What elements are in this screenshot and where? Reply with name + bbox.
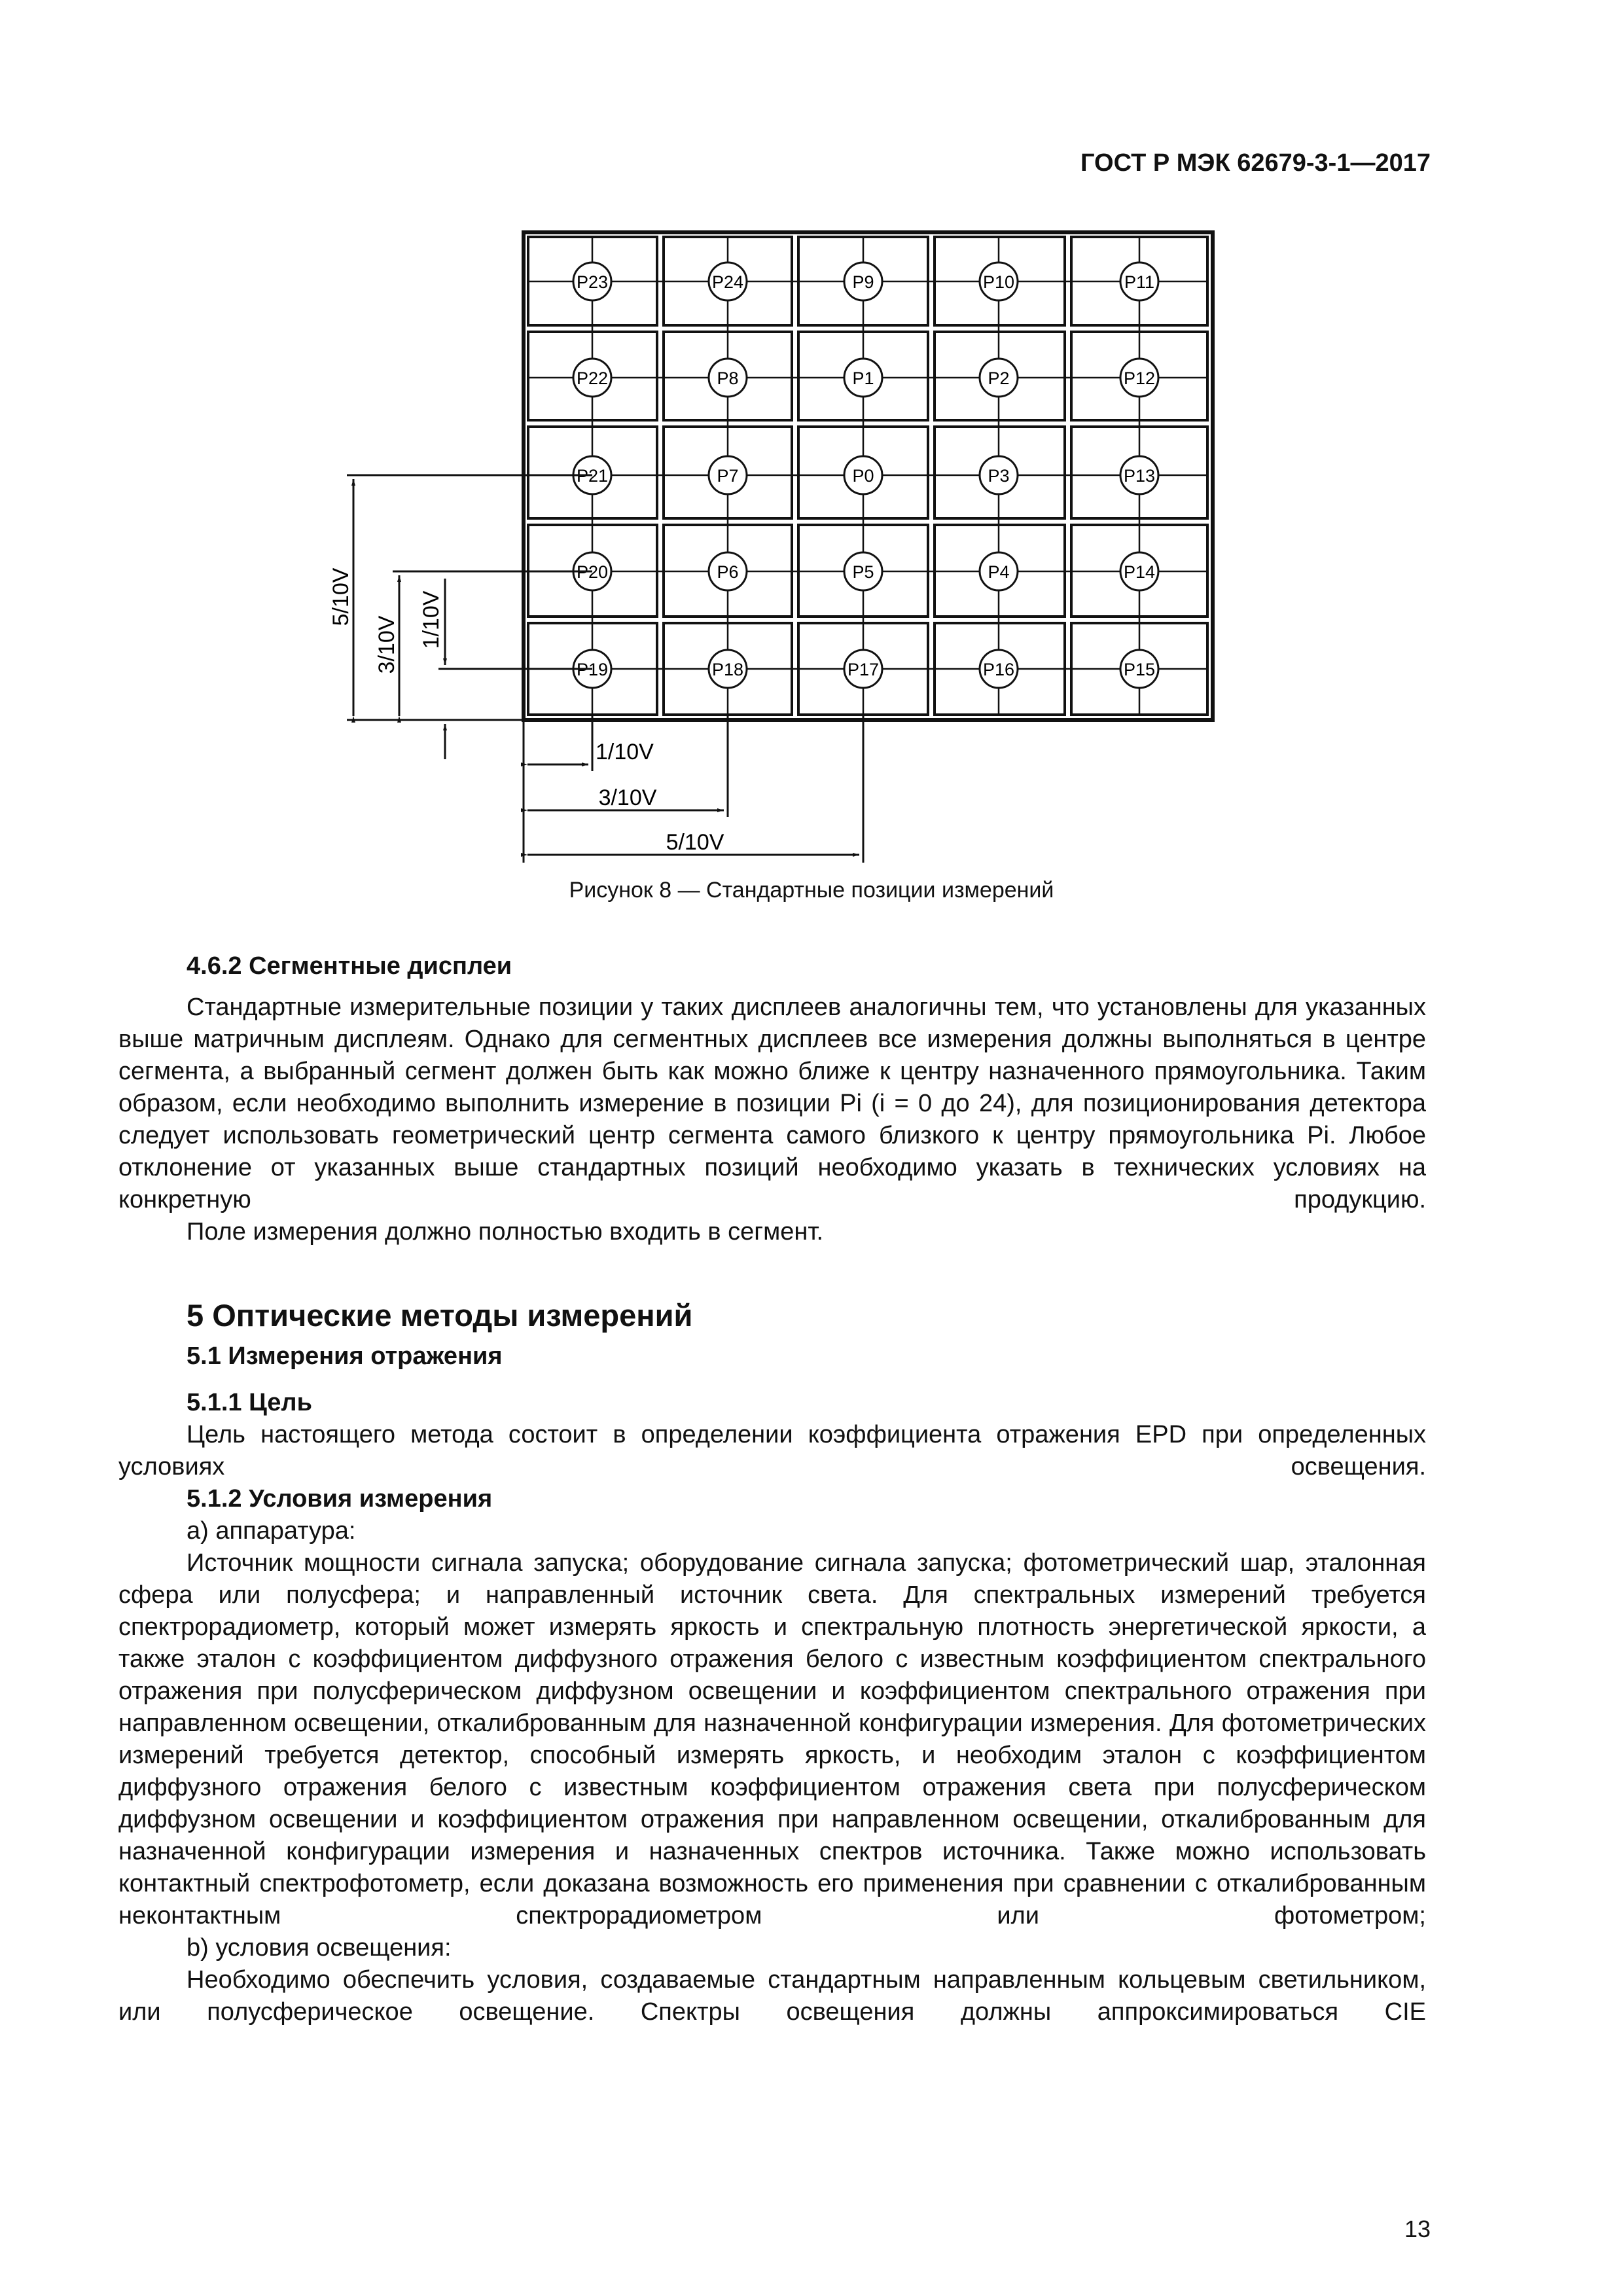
page-number: 13: [1404, 2215, 1431, 2242]
paragraph: Источник мощности сигнала запуска; оборудование сигнала запуска; фотометрический шар, эталонная сфера или полусфера; и направленный источник света. Для спектральных измерений требуется спектрорадиометр, который может измерять яркость и спектральную плотность энергетической яркости, а также эталон с коэффициентом диффузного отражения белого с известным коэффициентом спектрального отражения при полусферическом диффузном освещении и коэффициентом спектрального отражения при направленном освещении, откалиброванным для назначенной конфигурации измерения. Для фотометрических измерений требуется детектор, способный измерять яркость, и необходим эталон с коэффициентом диффузного отражения белого с известным коэффициентом отражения света при полусферическом диффузном освещении и коэффициентом отражения при направленном освещении, откалиброванным для назначенной конфигурации измерения и назначенных спектров источника. Также можно использовать контактный спектрофотометр, если доказана возможность его применения при сравнении с откалиброванным неконтактным спектрорадиометром или фотометром;: [118, 1549, 1426, 1929]
position-label: P22: [576, 368, 609, 388]
position-label: P19: [576, 660, 609, 679]
dim-h-1: 1/10V: [596, 740, 654, 764]
position-marker: [844, 359, 882, 397]
position-label: P12: [1123, 368, 1156, 388]
position-marker: [573, 359, 611, 397]
position-label: P16: [982, 660, 1015, 679]
position-marker: [1120, 552, 1158, 590]
position-marker: [844, 552, 882, 590]
position-label: P7: [717, 466, 739, 486]
subsection-heading: 5.1.2 Условия измерения: [187, 1485, 493, 1513]
position-marker: [980, 552, 1018, 590]
position-marker: [844, 650, 882, 688]
list-item: a) аппаратура:: [187, 1517, 356, 1545]
paragraph: Стандартные измерительные позиции у таких дисплеев аналогичны тем, что установлены для указанных выше матричным дисплеям. Однако для сегментных дисплеев все измерения должны выполняться в центре сегмента, а выбранный сегмент должен быть как можно ближе к центру назначенного прямоугольника. Таким образом, если необходимо выполнить измерение в позиции Pi (i = 0 до 24), для позиционирования детектора следует использовать геометрический центр сегмента самого близкого к центру прямоугольника Pi. Любое отклонение от указанных выше стандартных позиций необходимо указать в технических условиях на конкретную продукцию.: [118, 994, 1426, 1213]
position-label: P8: [717, 368, 739, 388]
subsection-heading: 5.1 Измерения отражения: [187, 1342, 503, 1370]
section-heading: 5 Оптические методы измерений: [187, 1298, 693, 1333]
measurement-positions-figure: [0, 0, 1623, 877]
dim-h-5: 5/10V: [666, 830, 724, 855]
paragraph: Необходимо обеспечить условия, создаваемые стандартным направленным кольцевым светильником, или полусферическое освещение. Спектры освещения должны аппроксимироваться CIE: [118, 1966, 1426, 2026]
list-item: b) условия освещения:: [187, 1934, 452, 1962]
position-marker: [1120, 650, 1158, 688]
position-label: P21: [576, 466, 609, 486]
position-label: P14: [1123, 562, 1156, 582]
position-label: P5: [852, 562, 874, 582]
position-label: P9: [852, 272, 874, 292]
position-label: P17: [847, 660, 880, 679]
position-label: P15: [1123, 660, 1156, 679]
position-marker: [980, 359, 1018, 397]
position-marker: [844, 456, 882, 494]
position-marker: [709, 456, 747, 494]
figure-caption: Рисунок 8 — Стандартные позиции измерений: [569, 878, 1054, 903]
position-label: P11: [1124, 272, 1155, 292]
position-marker: [1120, 456, 1158, 494]
section-5: [118, 1299, 1426, 2028]
position-label: P4: [988, 562, 1010, 582]
dim-v-1: 1/10V: [419, 590, 444, 649]
position-label: P10: [982, 272, 1015, 292]
subsection-heading: 5.1.1 Цель: [187, 1389, 312, 1416]
position-marker: [1120, 262, 1158, 300]
position-marker: [709, 650, 747, 688]
position-label: P1: [852, 368, 874, 388]
position-marker: [980, 262, 1018, 300]
position-marker: [573, 262, 611, 300]
position-marker: [709, 552, 747, 590]
position-marker: [1120, 359, 1158, 397]
position-label: P3: [988, 466, 1010, 486]
position-label: P20: [576, 562, 609, 582]
position-marker: [709, 359, 747, 397]
position-marker: [980, 650, 1018, 688]
position-label: P18: [711, 660, 744, 679]
dim-h-3: 3/10V: [598, 785, 657, 810]
position-label: P13: [1123, 466, 1156, 486]
position-marker: [709, 262, 747, 300]
paragraph: Поле измерения должно полностью входить в сегмент.: [187, 1218, 824, 1246]
dim-v-3: 3/10V: [374, 615, 399, 674]
position-label: P23: [576, 272, 609, 292]
position-label: P6: [717, 562, 739, 582]
position-label: P2: [988, 368, 1010, 388]
position-label: P0: [852, 466, 874, 486]
paragraph: Цель настоящего метода состоит в определении коэффициента отражения EPD при определенных условиях освещения.: [118, 1421, 1426, 1480]
position-marker: [844, 262, 882, 300]
section-4-6-2: [118, 950, 1426, 1248]
document-header: ГОСТ Р МЭК 62679-3-1—2017: [1080, 149, 1431, 177]
position-label: P24: [711, 272, 744, 292]
dim-v-5: 5/10V: [329, 567, 353, 626]
position-marker: [980, 456, 1018, 494]
section-heading: 4.6.2 Сегментные дисплеи: [187, 952, 512, 980]
